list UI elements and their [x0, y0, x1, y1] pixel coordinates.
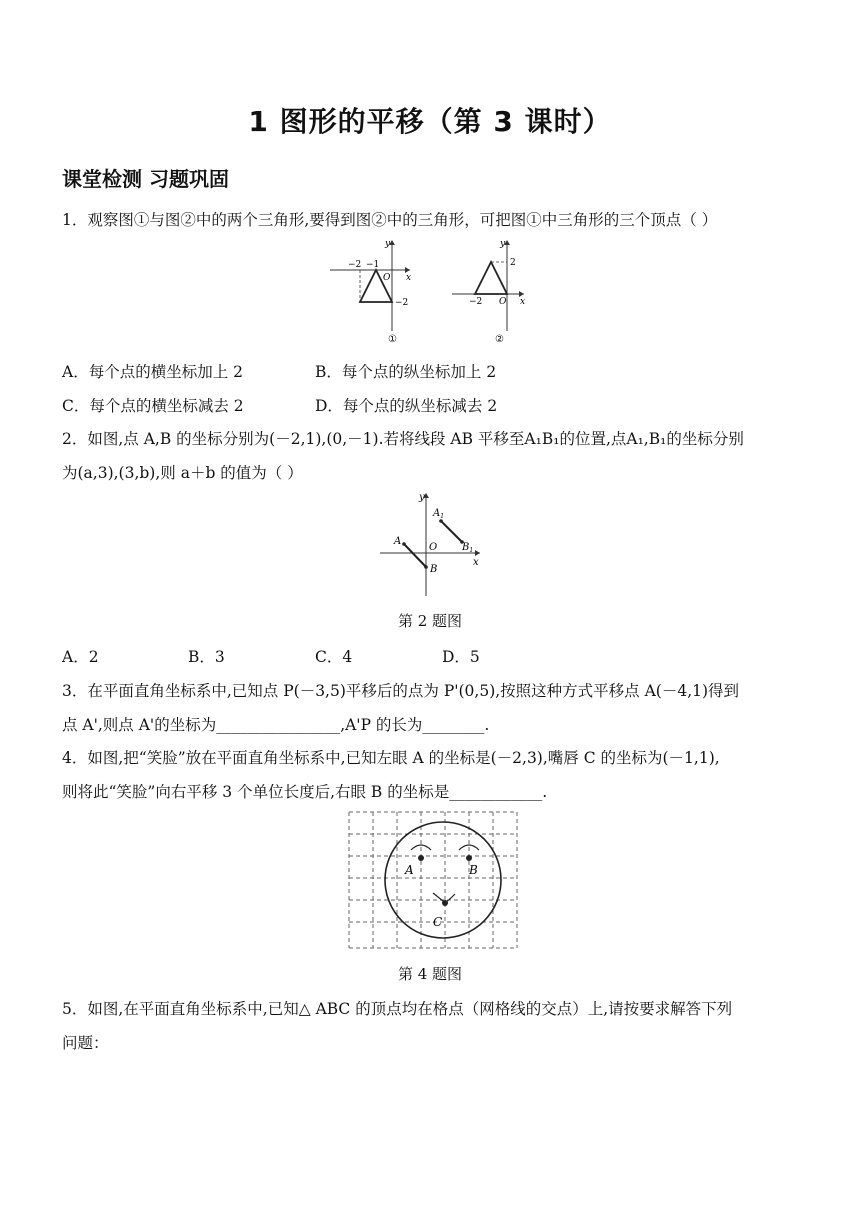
q2-option-d: D．5 [442, 648, 480, 666]
page-title: 1 图形的平移（第 3 课时） [248, 105, 612, 138]
q4-smiley-figure [345, 808, 521, 952]
tick-label: −2 [348, 260, 362, 270]
q2-option-b: B．3 [188, 648, 225, 666]
q5-stem-line2: 问题： [62, 1034, 109, 1052]
point-b1-label: $B_1$ [462, 542, 474, 554]
figure-number: ① [388, 334, 397, 345]
point-a [402, 542, 406, 546]
x-label: x [520, 297, 526, 307]
point-c [442, 900, 448, 906]
tick-label: −2 [469, 297, 483, 307]
q1-option-a: A．每个点的横坐标加上 2 [62, 363, 243, 381]
point-b [466, 855, 472, 861]
q2-stem-line2: 为(a,3),(3,b),则 a＋b 的值为（ ） [62, 464, 303, 482]
point-a-label: A [394, 536, 402, 547]
q1-figure-2 [452, 236, 537, 346]
origin-label: O [499, 297, 507, 307]
q2-option-c: C．4 [315, 648, 353, 666]
y-label: y [385, 239, 391, 249]
q2-stem-line1: 2．如图,点 A,B 的坐标分别为(－2,1),(0,－1).若将线段 AB 平移至A₁B₁的位置,点A₁,B₁的坐标分别 [62, 430, 744, 448]
q2-figure [380, 488, 490, 600]
point-c-label: C [433, 915, 443, 929]
point-b-label: B [469, 863, 478, 877]
q1-option-c: C．每个点的横坐标减去 2 [62, 397, 244, 415]
tick-label: 2 [510, 258, 516, 268]
q4-stem-line1: 4．如图,把“笑脸”放在平面直角坐标系中,已知左眼 A 的坐标是(－2,3),嘴唇 C 的坐标为(－1,1), [62, 749, 720, 767]
figure-number: ② [495, 334, 504, 345]
q1-stem: 1．观察图①与图②中的两个三角形,要得到图②中的三角形，可把图①中三角形的三个顶点（ ） [62, 211, 718, 229]
point-b [424, 565, 428, 569]
x-label: x [473, 557, 479, 568]
q3-stem-line1: 3．在平面直角坐标系中,已知点 P(－3,5)平移后的点为 P'(0,5),按照这种方式平移点 A(－4,1)得到 [62, 682, 740, 700]
triangle-shape [475, 262, 507, 294]
q1-figure-1 [330, 236, 425, 346]
arrow-icon [475, 550, 480, 556]
section-heading: 课堂检测 习题巩固 [62, 167, 229, 191]
q2-option-a: A．2 [62, 648, 99, 666]
point-a1-label: $A_1$ [433, 508, 445, 520]
segment-a1b1 [441, 521, 462, 542]
y-label: y [419, 492, 425, 503]
q3-stem-line2: 点 A',则点 A'的坐标为________________,A'P 的长为________. [62, 716, 490, 734]
q1-option-d: D．每个点的纵坐标减去 2 [315, 397, 498, 415]
origin-label: O [383, 273, 391, 283]
q4-stem-line2: 则将此“笑脸”向右平移 3 个单位长度后,右眼 B 的坐标是____________. [62, 783, 548, 801]
x-label: x [406, 273, 412, 283]
point-a [418, 855, 424, 861]
face-circle [385, 822, 501, 938]
q2-caption: 第 2 题图 [397, 612, 463, 630]
q4-caption: 第 4 题图 [397, 965, 463, 983]
point-a-label: A [405, 863, 414, 877]
q5-stem-line1: 5．如图,在平面直角坐标系中,已知△ ABC 的顶点均在格点（网格线的交点）上,请按要求解答下列 [62, 1000, 733, 1018]
origin-label: O [429, 542, 438, 553]
tick-label: −2 [395, 298, 409, 308]
q1-option-b: B．每个点的纵坐标加上 2 [315, 363, 497, 381]
point-b-label: B [430, 564, 438, 575]
y-label: y [500, 239, 506, 249]
segment-ab [404, 544, 426, 567]
tick-label: −1 [366, 260, 380, 270]
